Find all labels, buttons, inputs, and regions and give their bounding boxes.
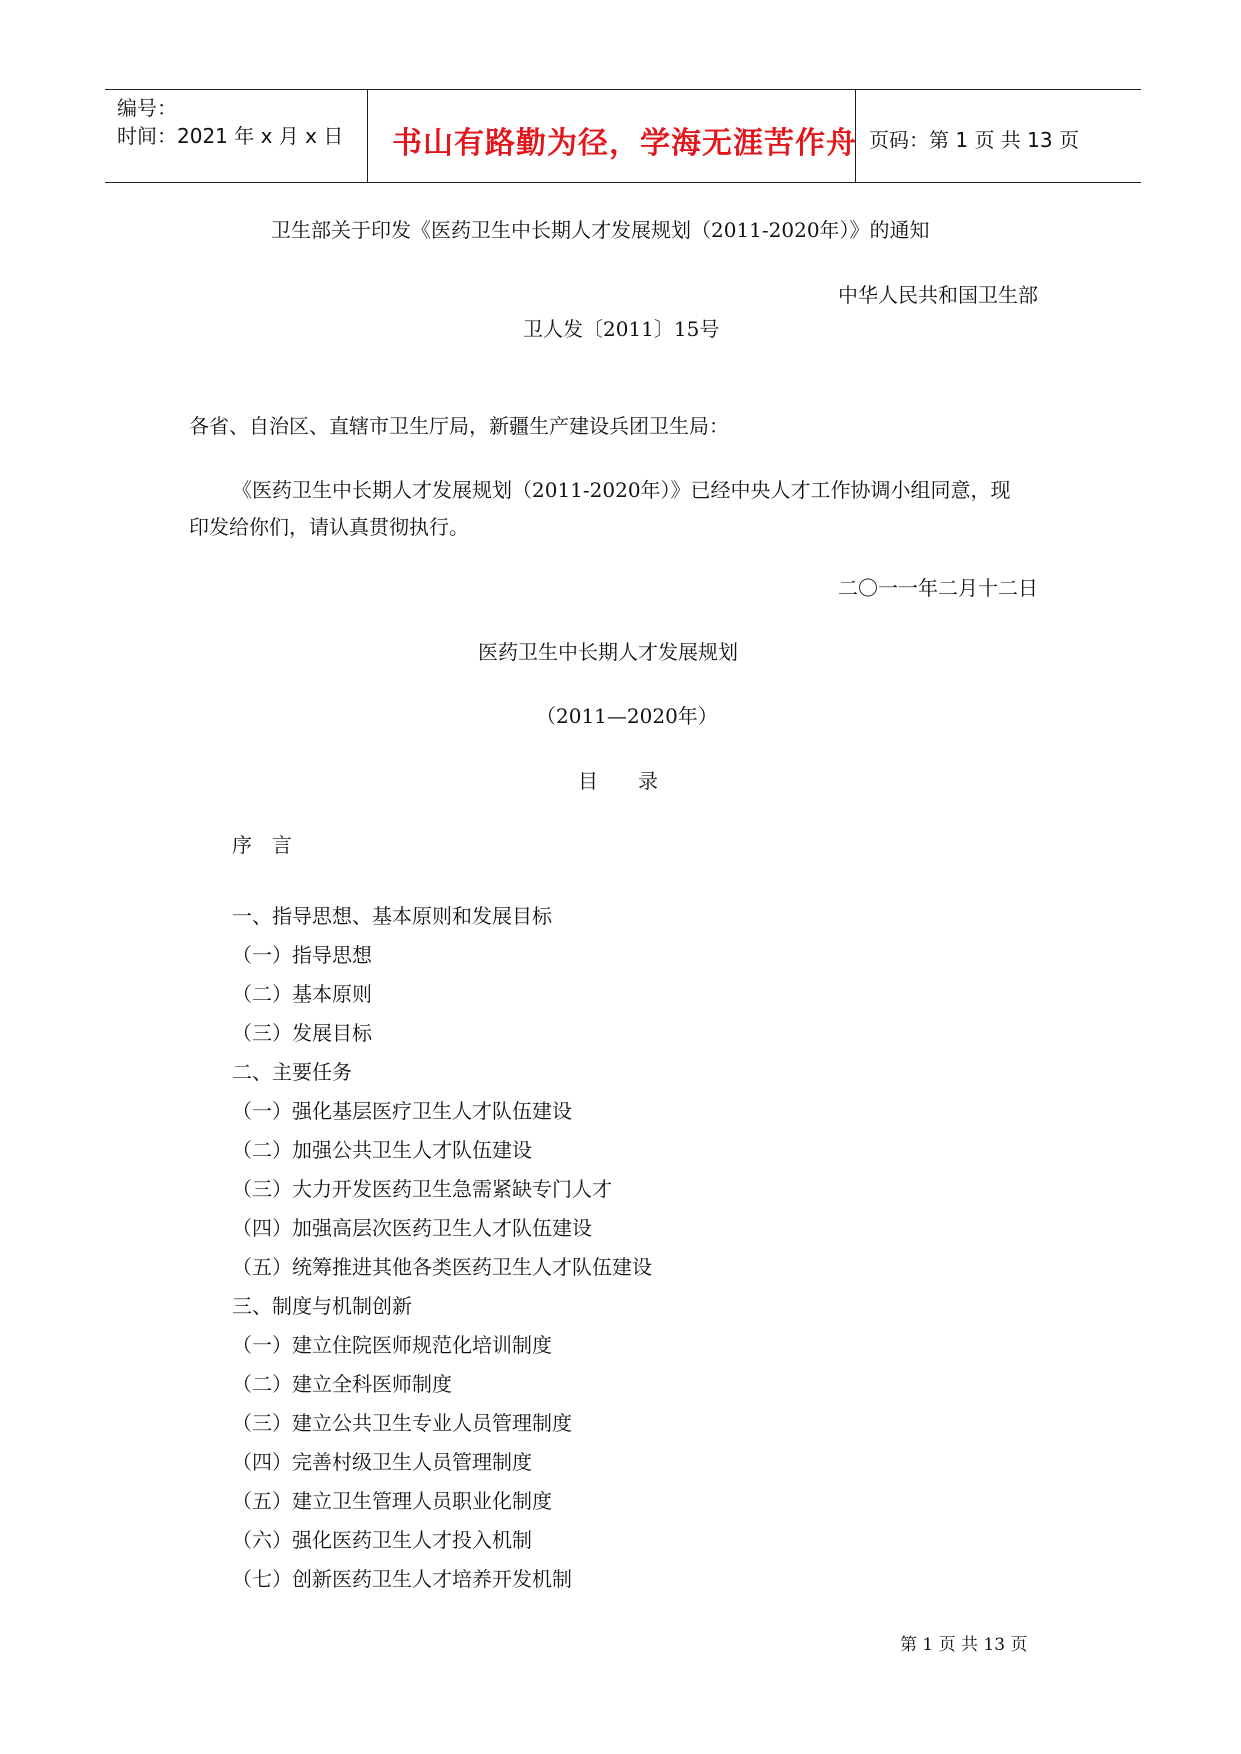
plan-period: （2011—2020年）: [536, 704, 718, 728]
toc-item: 一、指导思想、基本原则和发展目标: [232, 904, 552, 928]
header-bottom-rule: [105, 182, 1141, 183]
notice-title: 卫生部关于印发《医药卫生中长期人才发展规划（2011-2020年）》的通知: [271, 218, 930, 242]
issuer: 中华人民共和国卫生部: [838, 283, 1038, 307]
toc-item: （二）加强公共卫生人才队伍建设: [232, 1138, 532, 1162]
toc-item: （一）建立住院医师规范化培训制度: [232, 1333, 552, 1357]
toc-item: （三）建立公共卫生专业人员管理制度: [232, 1411, 572, 1435]
toc-item: （三）发展目标: [232, 1021, 372, 1045]
document-number: 卫人发〔2011〕15号: [523, 317, 720, 341]
toc-item: 三、制度与机制创新: [232, 1294, 412, 1318]
toc-item: （七）创新医药卫生人才培养开发机制: [232, 1567, 572, 1591]
toc-item: （二）基本原则: [232, 982, 372, 1006]
toc-item: 二、主要任务: [232, 1060, 352, 1084]
toc-item: （四）加强高层次医药卫生人才队伍建设: [232, 1216, 592, 1240]
toc-heading: 目 录: [578, 769, 658, 793]
time-label: 时间：2021 年 x 月 x 日: [117, 124, 344, 148]
toc-item: （四）完善村级卫生人员管理制度: [232, 1450, 532, 1474]
number-label: 编号：: [117, 96, 177, 120]
preface: 序 言: [232, 833, 292, 857]
header-top-rule: [105, 89, 1141, 90]
plan-title: 医药卫生中长期人才发展规划: [478, 640, 738, 664]
toc-item: （五）建立卫生管理人员职业化制度: [232, 1489, 552, 1513]
body-line-2: 印发给你们，请认真贯彻执行。: [189, 515, 469, 539]
footer-page-number: 第 1 页 共 13 页: [900, 1635, 1028, 1655]
toc-item: （二）建立全科医师制度: [232, 1372, 452, 1396]
body-line-1: 《医药卫生中长期人才发展规划（2011-2020年）》已经中央人才工作协调小组同意，现: [232, 478, 1011, 502]
page-indicator: 页码：第 1 页 共 13 页: [869, 128, 1079, 152]
toc-item: （六）强化医药卫生人才投入机制: [232, 1528, 532, 1552]
header-divider-left: [367, 90, 368, 183]
recipients: 各省、自治区、直辖市卫生厅局，新疆生产建设兵团卫生局：: [189, 414, 729, 438]
toc-item: （五）统筹推进其他各类医药卫生人才队伍建设: [232, 1255, 652, 1279]
toc-item: （三）大力开发医药卫生急需紧缺专门人才: [232, 1177, 612, 1201]
header-motto: 书山有路勤为径，学海无涯苦作舟: [392, 126, 857, 161]
notice-date: 二〇一一年二月十二日: [838, 576, 1038, 600]
toc-item: （一）强化基层医疗卫生人才队伍建设: [232, 1099, 572, 1123]
toc-item: （一）指导思想: [232, 943, 372, 967]
